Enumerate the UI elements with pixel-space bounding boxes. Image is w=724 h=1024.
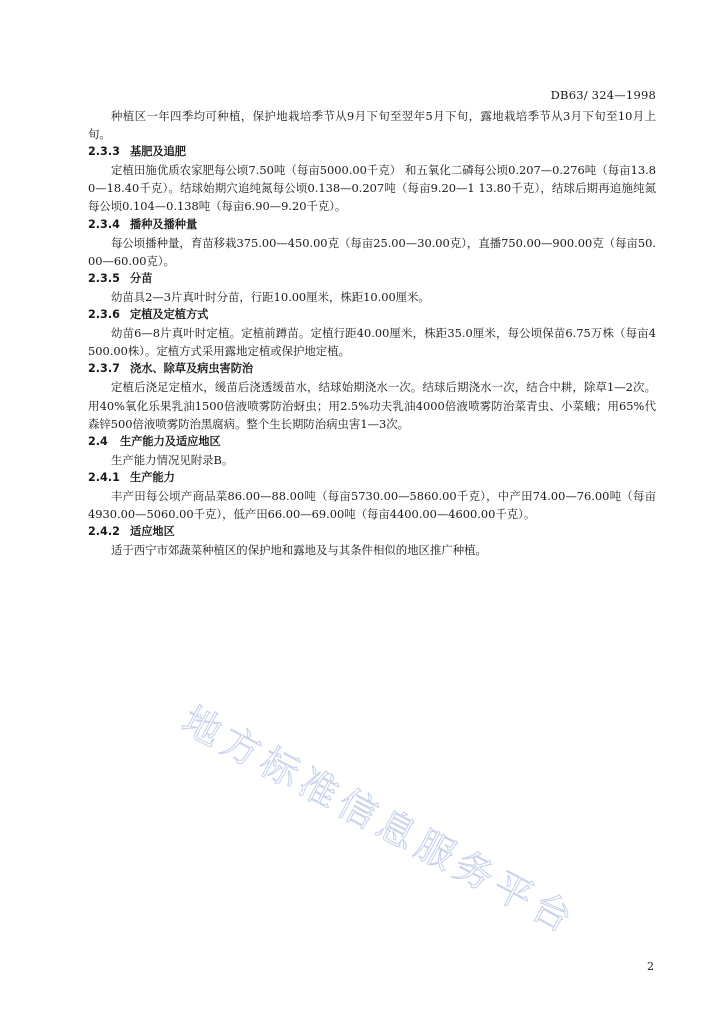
document-id-header: DB63/ 324—1998: [550, 88, 656, 102]
section-number: 2.4: [88, 434, 108, 448]
section-heading-2-3-3: [88, 143, 656, 161]
section-number: 2.3.6: [88, 308, 120, 322]
paragraph-production-capacity: 丰产田每公顷产商品菜86.00—88.00吨（每亩5730.00—5860.00千克），中产田74.00—76.00吨（每亩4930.00—5060.00千克），低产田66.00—69.00吨（每亩4400.00—4600.00千克）。: [88, 488, 656, 522]
section-heading-2-4-2: [88, 523, 656, 541]
section-number: 2.3.5: [88, 271, 120, 285]
section-title: 分苗: [130, 271, 153, 285]
section-title: 生产能力: [130, 470, 175, 484]
section-heading-2-4-1: [88, 469, 656, 487]
paragraph-fertilizer: 定植田施优质农家肥每公顷7.50吨（每亩5000.00千克） 和五氧化二磷每公顷0.207—0.276吨（每亩13.80—18.40千克）。结球始期穴追纯氮每公顷0.138—0.207吨（每亩9.20—1 13.80千克），结球后期再追施纯氮每公顷0.104—0.138吨（每亩6.90—9.20千克）。: [88, 163, 656, 214]
section-title: 生产能力及适应地区: [120, 434, 221, 448]
paragraph-seedling-split: 幼苗具2—3片真叶时分苗，行距10.00厘米，株距10.00厘米。: [111, 289, 430, 304]
section-heading-2-4: [88, 433, 656, 451]
paragraph-capacity-reference: 生产能力情况见附录B。: [111, 452, 234, 467]
watermark-text: 地方标准信息服务平台: [175, 697, 585, 944]
paragraph-sowing-rate: 每公顷播种量，育苗移栽375.00—450.00克（每亩25.00—30.00克），直播750.00—900.00克（每亩50.00—60.00克）。: [88, 235, 656, 268]
section-number: 2.3.7: [88, 362, 120, 376]
section-heading-2-3-7: [88, 360, 656, 378]
section-heading-2-3-6: [88, 306, 656, 324]
section-number: 2.4.1: [88, 470, 120, 484]
paragraph-planting-season: 种植区一年四季均可种植，保护地栽培季节从9月下旬至翌年5月下旬，露地栽培季节从3月下旬至10月上旬。: [88, 109, 656, 142]
section-heading-2-3-4: [88, 216, 656, 234]
section-number: 2.3.3: [88, 145, 120, 159]
paragraph-irrigation-pest-control: 定植后浇足定植水，缓苗后浇透缓苗水，结球始期浇水一次。结球后期浇水一次，结合中耕，除草1—2次。用40%氧化乐果乳油1500倍液喷雾防治蚜虫；用2.5%功夫乳油4000倍液喷雾防治菜青虫、小菜蛾；用65%代森锌500倍液喷雾防治黑腐病。整个生长期防治病虫害1—3次。: [88, 380, 656, 431]
section-title: 浇水、除草及病虫害防治: [130, 362, 254, 376]
section-title: 基肥及追肥: [130, 145, 186, 159]
section-title: 适应地区: [130, 525, 175, 539]
document-body: [88, 107, 656, 559]
section-title: 定植及定植方式: [130, 308, 209, 322]
page-number: 2: [647, 960, 654, 973]
section-number: 2.4.2: [88, 525, 120, 539]
paragraph-transplanting: 幼苗6—8片真叶时定植。定植前蹲苗。定植行距40.00厘米，株距35.0厘米，每公顷保苗6.75万株（每亩4500.00株）。定植方式采用露地定植或保护地定植。: [88, 326, 656, 359]
section-title: 播种及播种量: [130, 217, 198, 231]
section-number: 2.3.4: [88, 217, 120, 231]
section-heading-2-3-5: [88, 270, 656, 288]
paragraph-suitable-regions: 适于西宁市郊蔬菜种植区的保护地和露地及与其条件相似的地区推广种植。: [111, 543, 487, 558]
